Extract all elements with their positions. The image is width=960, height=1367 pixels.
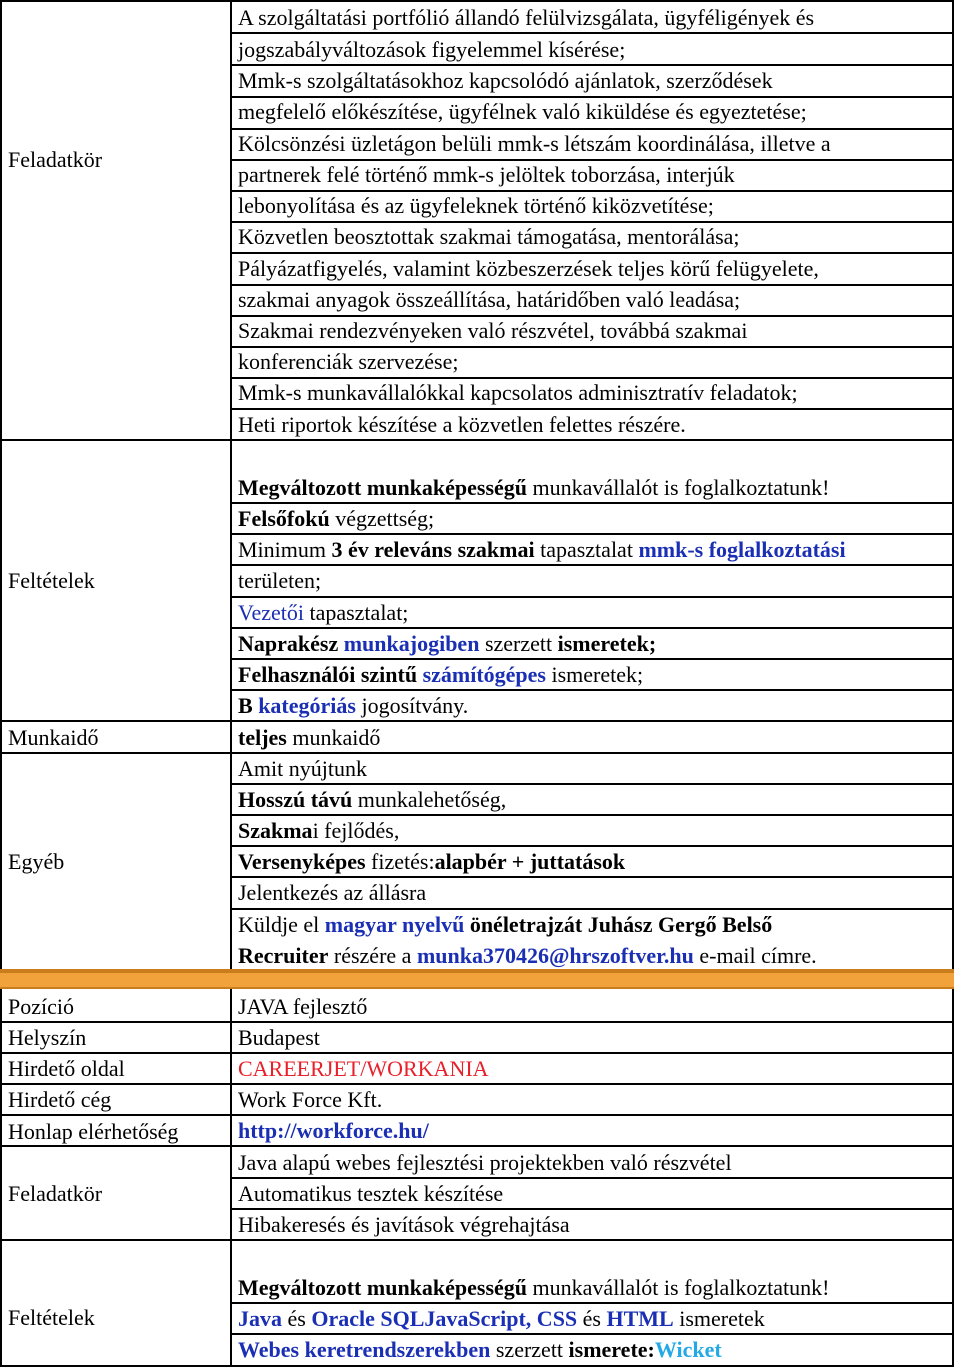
email-link[interactable]: munka370426@hrszoftver.hu <box>416 943 694 968</box>
egyeb-line: Hosszú távú munkalehetőség, <box>238 787 507 812</box>
label-hirdeto-oldal: Hirdető oldal <box>8 1056 125 1081</box>
label-egyeb: Egyéb <box>8 849 65 874</box>
req-line: Megváltozott munkaképességű munkavállalót is foglalkoztatunk! <box>238 1275 830 1300</box>
task-line: szakmai anyagok összeállítása, határidőben való leadása; <box>238 287 741 312</box>
egyeb-line: Amit nyújtunk <box>238 756 367 781</box>
req-line: Naprakész munkajogiben szerzett ismeretek; <box>238 631 657 656</box>
task-line: konferenciák szervezése; <box>238 349 459 374</box>
label-pozicio: Pozíció <box>8 994 74 1019</box>
task-line: partnerek felé történő mmk-s jelöltek toborzása, interjúk <box>238 162 735 187</box>
task-line: Heti riportok készítése a közvetlen felettes részére. <box>238 412 686 437</box>
req-line: Minimum 3 év releváns szakmai tapasztalat mmk-s foglalkoztatási <box>238 537 846 562</box>
req-line: B kategóriás jogosítvány. <box>238 693 469 718</box>
req-line: Megváltozott munkaképességű munkavállalót is foglalkoztatunk! <box>238 475 830 500</box>
munkaido-value: teljes munkaidő <box>238 725 381 750</box>
req-line: területen; <box>238 568 322 593</box>
task-line: Java alapú webes fejlesztési projektekben való részvétel <box>238 1150 732 1175</box>
task-line: Szakmai rendezvényeken való részvétel, továbbá szakmai <box>238 318 748 343</box>
label-helyszin: Helyszín <box>8 1025 87 1050</box>
req-line: Java és Oracle SQLJavaScript, CSS és HTML ismeretek <box>238 1306 765 1331</box>
task-line: Pályázatfigyelés, valamint közbeszerzések teljes körű felügyelete, <box>238 256 819 281</box>
pozicio-value: JAVA fejlesztő <box>238 994 368 1019</box>
hirdeto-ceg-value: Work Force Kft. <box>238 1087 383 1112</box>
label-feltetelek: Feltételek <box>8 568 95 593</box>
req-line: Felsőfokú végzettség; <box>238 506 435 531</box>
helyszin-value: Budapest <box>238 1025 320 1050</box>
task-line: megfelelő előkészítése, ügyfélnek való kiküldése és egyeztetése; <box>238 99 807 124</box>
left-border <box>0 0 2 1367</box>
label-honlap: Honlap elérhetőség <box>8 1119 179 1144</box>
task-line: jogszabályváltozások figyelemmel kísérése; <box>238 37 626 62</box>
honlap-link[interactable]: http://workforce.hu/ <box>238 1118 429 1143</box>
req-line: Webes keretrendszerekben szerzett ismerete:Wicket <box>238 1337 722 1362</box>
task-line: Automatikus tesztek készítése <box>238 1181 504 1206</box>
task-line: A szolgáltatási portfólió állandó felülvizsgálata, ügyféligények és <box>238 5 815 30</box>
label-feladatkor: Feladatkör <box>8 147 103 172</box>
egyeb-line: Szakmai fejlődés, <box>238 818 400 843</box>
label-hirdeto-ceg: Hirdető cég <box>8 1087 112 1112</box>
hirdeto-oldal-value: CAREERJET/WORKANIA <box>238 1056 489 1081</box>
task-line: Mmk-s szolgáltatásokhoz kapcsolódó ajánlatok, szerződések <box>238 68 773 93</box>
egyeb-line: Jelentkezés az állásra <box>238 880 427 905</box>
label-feltetelek-2: Feltételek <box>8 1305 95 1330</box>
top-border <box>0 0 954 2</box>
label-munkaido: Munkaidő <box>8 725 99 750</box>
task-line: Mmk-s munkavállalókkal kapcsolatos adminisztratív feladatok; <box>238 380 798 405</box>
req-line: Vezetői tapasztalat; <box>238 600 409 625</box>
task-line: Kölcsönzési üzletágon belüli mmk-s létszám koordinálása, illetve a <box>238 131 831 156</box>
task-line: lebonyolítása és az ügyfeleknek történő kiközvetítése; <box>238 193 714 218</box>
column-divider <box>230 0 232 1367</box>
label-feladatkor-2: Feladatkör <box>8 1181 103 1206</box>
req-line: Felhasználói szintű számítógépes ismeretek; <box>238 662 644 687</box>
task-line: Hibakeresés és javítások végrehajtása <box>238 1212 570 1237</box>
egyeb-line: Recruiter részére a munka370426@hrszoftver.hu e-mail címre. <box>238 943 817 968</box>
right-border <box>952 0 954 1367</box>
task-line: Közvetlen beosztottak szakmai támogatása, mentorálása; <box>238 224 740 249</box>
egyeb-line: Versenyképes fizetés:alapbér + juttatások <box>238 849 626 874</box>
egyeb-line: Küldje el magyar nyelvű önéletrajzát Juhász Gergő Belső <box>238 912 773 937</box>
section-separator-bar-2 <box>0 971 954 989</box>
